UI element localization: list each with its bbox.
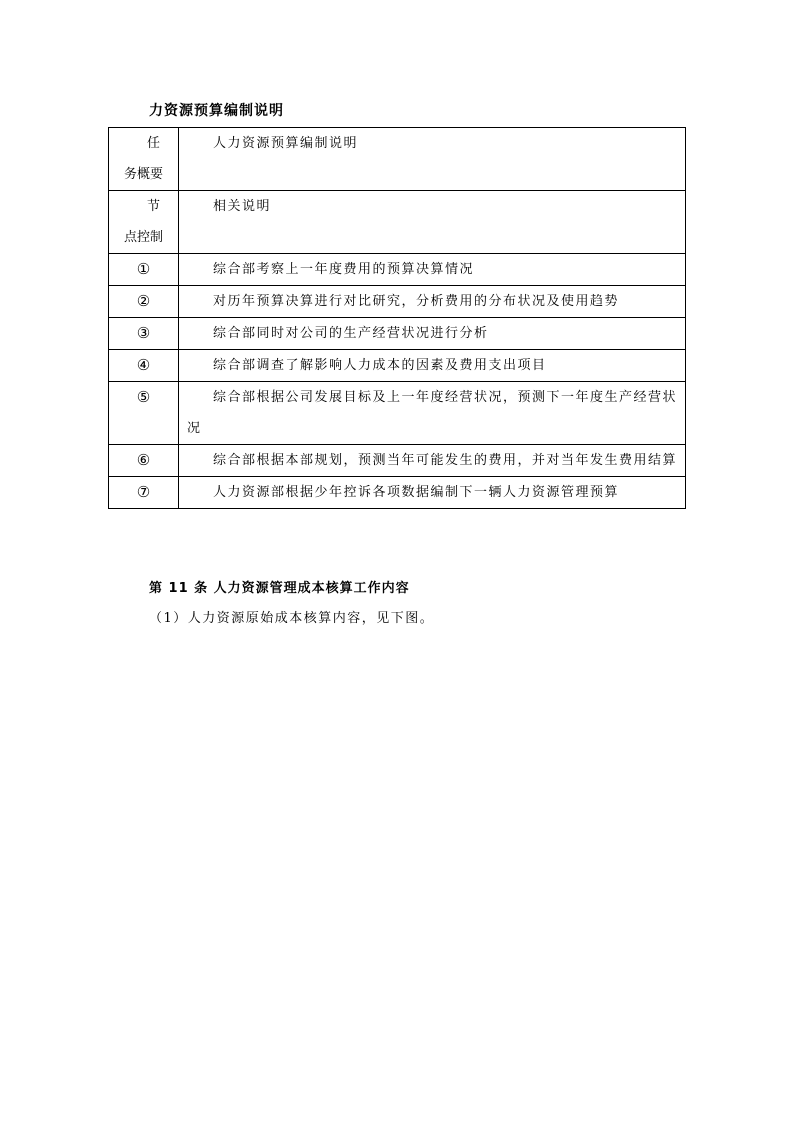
step-text: 对历年预算决算进行对比研究，分析费用的分布状况及使用趋势 [213,294,620,309]
step-number: ④ [109,350,179,382]
key-label-line2: 点控制 [123,230,163,245]
value-text: 相关说明 [213,199,272,214]
step-number: ⑥ [109,445,179,477]
table-row-task-overview [109,128,686,191]
table-row [109,445,686,477]
key-label-line2: 务概要 [123,167,163,182]
table-row [109,286,686,318]
step-text: 综合部考察上一年度费用的预算决算情况 [213,262,475,277]
table-row-node-control [109,191,686,254]
step-text: 人力资源部根据少年控诉各项数据编制下一辆人力资源管理预算 [213,485,620,500]
step-text: 综合部调查了解影响人力成本的因素及费用支出项目 [213,358,547,373]
table-row [109,318,686,350]
step-number: ⑤ [109,382,179,445]
value-cell [179,191,686,254]
key-label-line1: 节 [146,199,160,214]
step-number: ⑦ [109,477,179,509]
step-text: 综合部根据本部规划，预测当年可能发生的费用，并对当年发生费用结算 [213,453,678,468]
table-row [109,254,686,286]
key-label-line1: 任 [146,136,160,151]
value-text: 人力资源预算编制说明 [213,136,359,151]
value-cell [179,128,686,191]
key-cell [109,191,179,254]
step-cell [179,445,686,477]
section-heading: 第 11 条 人力资源管理成本核算工作内容 [149,581,410,596]
step-number: ① [109,254,179,286]
step-cell [179,382,686,445]
table-row [109,477,686,509]
step-cell [179,350,686,382]
step-number: ② [109,286,179,318]
page-heading: 力资源预算编制说明 [149,103,284,119]
budget-process-table [108,127,686,509]
section-paragraph: （1）人力资源原始成本核算内容，见下图。 [149,611,435,626]
step-cell [179,477,686,509]
key-cell [109,128,179,191]
step-cell [179,254,686,286]
step-text: 综合部同时对公司的生产经营状况进行分析 [213,326,489,341]
step-text: 综合部根据公司发展目标及上一年度经营状况，预测下一年度生产经营状况 [187,390,678,436]
step-number: ③ [109,318,179,350]
table-row [109,350,686,382]
step-cell [179,318,686,350]
step-cell [179,286,686,318]
table-row [109,382,686,445]
